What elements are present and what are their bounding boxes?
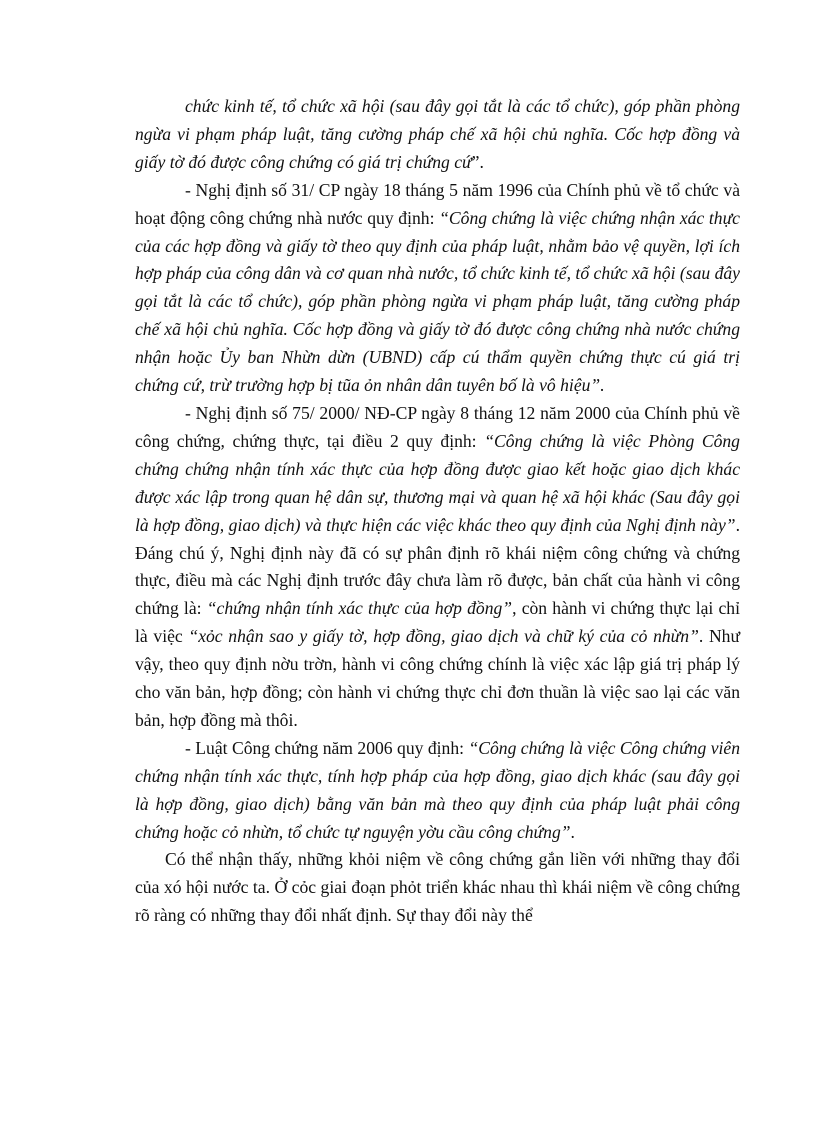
law-intro: - Luật Công chứng năm 2006 quy định: (185, 737, 469, 758)
decree-quote: “Công chứng là việc Phòng Công chứng chứng nhận tính xác thực của hợp đồng được giao kết hoặc giao dịch khác được xác lập trong quan hệ dân sự, thương mại và quan hệ xã hội khác (Sau đây gọi là hợp đồng, giao dịch) và thực hiện các việc khác theo quy định của Nghị định này” (135, 430, 740, 535)
commentary-text: . Như vậy, theo quy định nờu trờn, hành vi công chứng chính là việc xác lập giá trị pháp lý cho văn bản, hợp đồng; còn hành vi chứng thực chỉ đơn thuần là việc sao lại các văn bản, hợp đồng mà thôi. (135, 626, 740, 730)
closing-period: . (570, 821, 575, 842)
body-text: Có thể nhận thấy, những khỏi niệm về công chứng gắn liền với những thay đổi của xó hội nước ta. Ở cỏc giai đoạn phỏt triển khác nhau thì khái niệm về công chứng rõ ràng có những thay đổi nhất định. Sự thay đổi này thể (135, 849, 740, 926)
quote-text: chức kinh tế, tổ chức xã hội (sau đây gọi tắt là các tổ chức), góp phần phòng ngừa vi phạm pháp luật, tăng cường pháp chế xã hội chủ nghĩa. Cốc hợp đồng và giấy tờ đó được công chứng có giá trị chứng cứ (135, 96, 740, 172)
law-quote: “Công chứng là việc Công chứng viên chứng nhận tính xác thực, tính hợp pháp của hợp đồng, giao dịch khác (sau đây gọi là hợp đồng, giao dịch) bằng văn bản mà theo quy định của pháp luật phải công chứng hoặc cỏ nhừn, tổ chức tự nguyện yờu cầu công chứng” (135, 737, 740, 842)
inline-quote: “chứng nhận tính xác thực của hợp đồng” (206, 598, 513, 619)
paragraph-decree-31-cp (135, 177, 740, 400)
commentary-text: . Đáng chú ý, Nghị định này đã có sự phân định rõ khái niệm công chứng và chứng thực, điều mà các Nghị định trước đây chưa làm rõ được, bản chất của hành vi công chứng là: (135, 514, 740, 619)
decree-intro: - Nghị định số 75/ 2000/ NĐ-CP ngày 8 tháng 12 năm 2000 của Chính phủ về công chứng, chứng thực, tại điều 2 quy định: (135, 402, 740, 451)
closing-quote: ”. (471, 151, 484, 172)
inline-quote: “xỏc nhận sao y giấy tờ, hợp đồng, giao dịch và chữ ký của cỏ nhừn” (188, 626, 699, 647)
paragraph-notary-law-2006 (135, 735, 740, 847)
paragraph-decree-75-2000 (135, 400, 740, 735)
paragraph-conclusion (135, 846, 740, 930)
commentary-text: , còn hành vi chứng thực lại chỉ là việc (135, 598, 740, 647)
decree-quote: “Công chứng là việc chứng nhận xác thực của các hợp đồng và giấy tờ theo quy định của pháp luật, nhằm bảo vệ quyền, lợi ích hợp pháp của công dân và cơ quan nhà nước, tổ chức kinh tế, tổ chức xã hội (sau đây gọi tắt là các tổ chức), góp phần phòng ngừa vi phạm pháp luật, tăng cường pháp chế xã hội chủ nghĩa. Cốc hợp đồng và giấy tờ đó được công chứng nhà nước chứng nhận hoặc Ủy ban Nhừn dừn (UBND) cấp cú thẩm quyền chứng thực cú giá trị chứng cứ, trừ trường hợp bị tũa ỏn nhân dân tuyên bố là vô hiệu”. (135, 207, 740, 396)
decree-intro: - Nghị định số 31/ CP ngày 18 tháng 5 năm 1996 của Chính phủ về tổ chức và hoạt động công chứng nhà nước quy định: (135, 179, 740, 228)
document-page (135, 93, 740, 930)
paragraph-continuation (135, 93, 740, 177)
